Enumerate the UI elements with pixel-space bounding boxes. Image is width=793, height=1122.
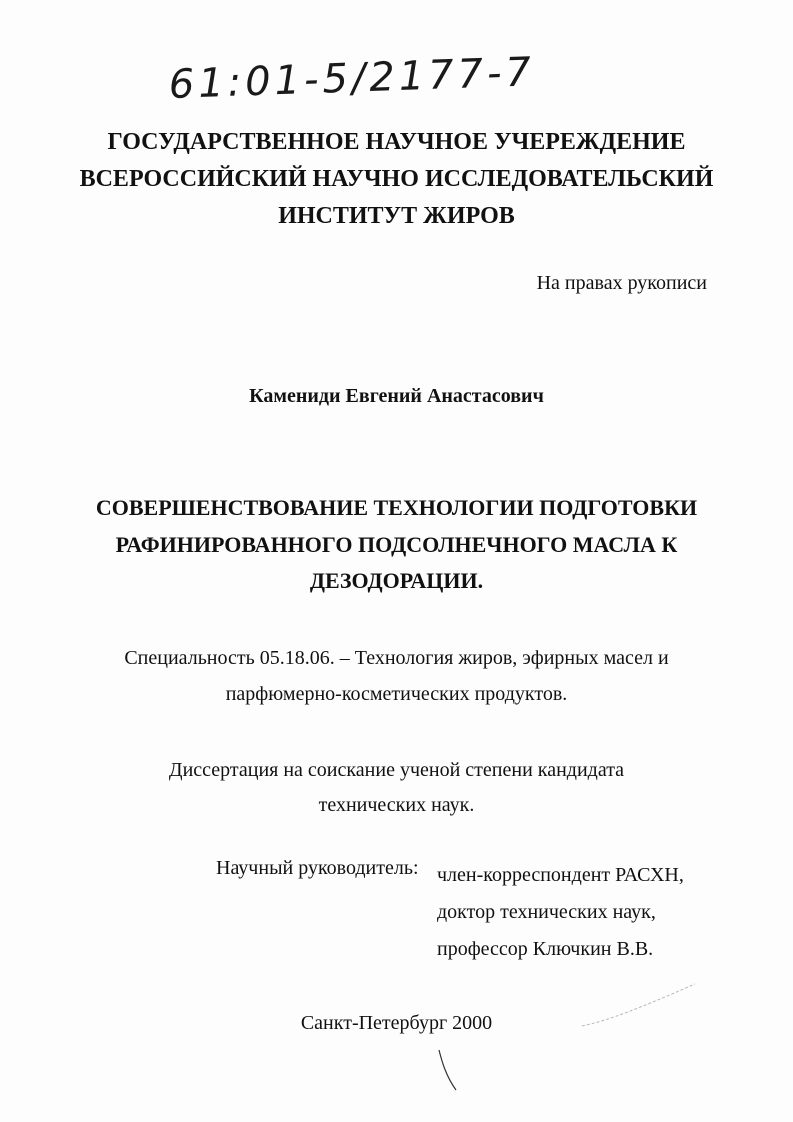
supervisor-details	[437, 857, 684, 968]
institution-line-1: ГОСУДАРСТВЕННОЕ НАУЧНОЕ УЧЕРЕЖДЕНИЕ	[107, 129, 686, 155]
title-line-3: ДЕЗОДОРАЦИИ.	[309, 568, 484, 593]
supervisor-line-3: профессор Ключкин В.В.	[437, 938, 654, 960]
supervisor-line-2: доктор технических наук,	[437, 901, 656, 923]
degree-line-1: Диссертация на соискание ученой степени кандидата	[168, 759, 625, 781]
institution-line-2: ВСЕРОССИЙСКИЙ НАУЧНО ИССЛЕДОВАТЕЛЬСКИЙ	[79, 166, 714, 192]
supervisor-line-1: член-корреспондент РАСХН,	[437, 864, 684, 886]
degree-line-2: технических наук.	[318, 794, 475, 816]
institution-line-3: ИНСТИТУТ ЖИРОВ	[278, 203, 515, 229]
pen-stroke-mark	[436, 1048, 460, 1094]
city-year: Санкт-Петербург 2000	[300, 1012, 493, 1034]
handwritten-archive-code: 61:01-5/2177-7	[168, 49, 536, 108]
supervisor-label: Научный руководитель:	[216, 857, 419, 879]
manuscript-rights-note: На правах рукописи	[536, 272, 707, 294]
pencil-stroke-mark	[580, 980, 700, 1030]
title-line-1: СОВЕРШЕНСТВОВАНИЕ ТЕХНОЛОГИИ ПОДГОТОВКИ	[95, 495, 698, 520]
title-line-2: РАФИНИРОВАННОГО ПОДСОЛНЕЧНОГО МАСЛА К	[115, 532, 678, 557]
author-name: Камениди Евгений Анастасович	[249, 385, 544, 407]
specialty-line-1: Специальность 05.18.06. – Технология жиров, эфирных масел и	[124, 647, 669, 669]
specialty-line-2: парфюмерно-косметических продуктов.	[225, 683, 568, 705]
